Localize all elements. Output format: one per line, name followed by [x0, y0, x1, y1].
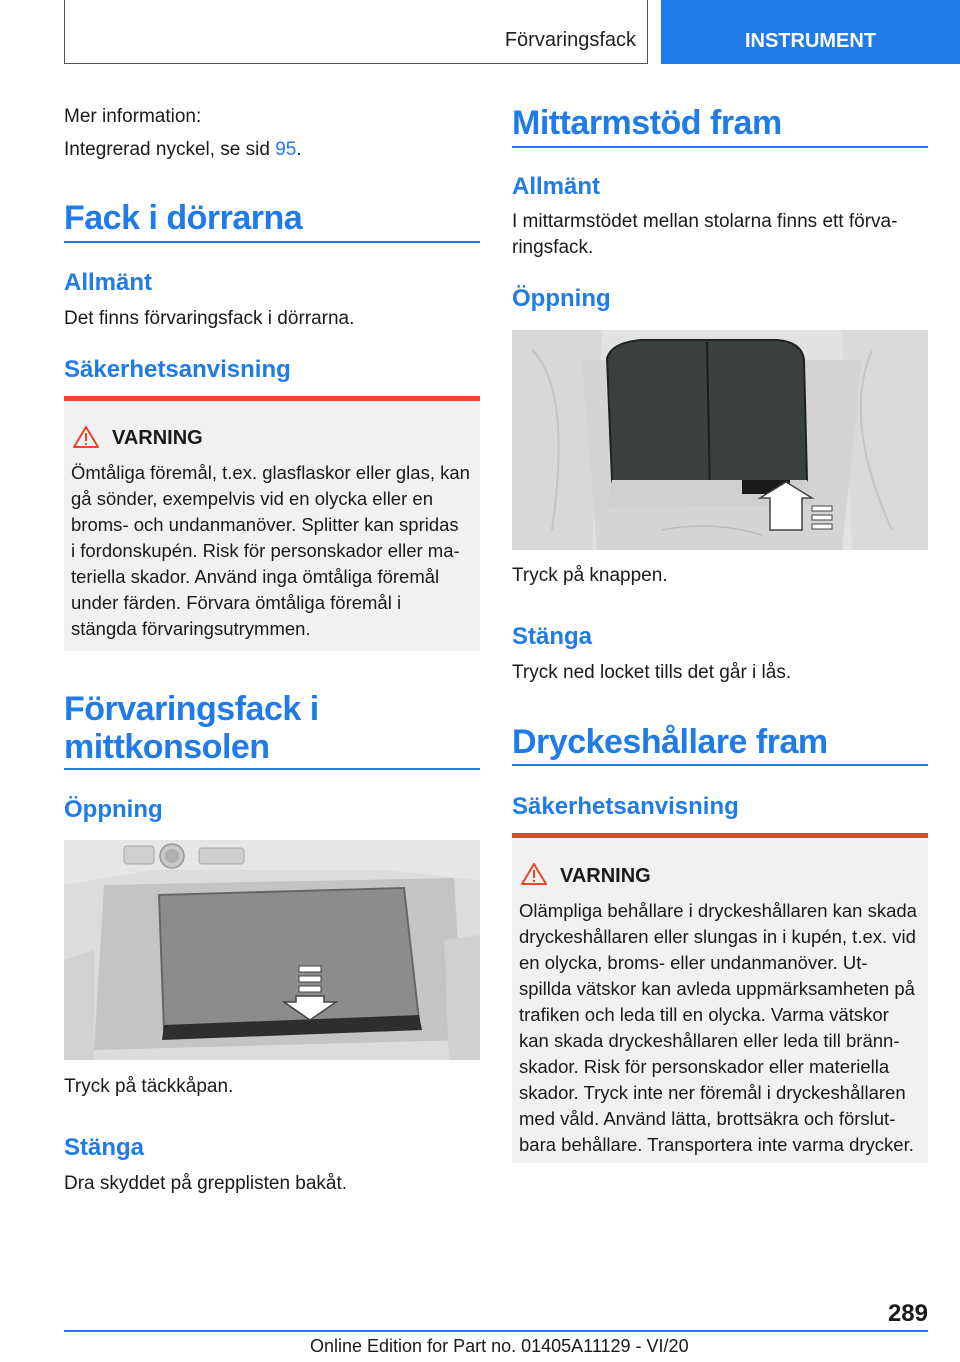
- cupholder-safety-heading: Säkerhetsanvisning: [512, 793, 739, 820]
- warning-title: VARNING: [112, 427, 203, 449]
- warning-line: Olämpliga behållare i dryckeshållaren kan skada: [519, 900, 917, 921]
- more-info-text: [64, 137, 302, 163]
- warning-text: [71, 460, 470, 642]
- console-section-title: [64, 690, 319, 766]
- header-section-title: Förvaringsfack: [504, 29, 636, 51]
- header-chapter-tab[interactable]: INSTRUMENT: [661, 0, 960, 64]
- warning-line: teriella skador. Använd inga ömtåliga föremål: [71, 566, 440, 587]
- armrest-section-title: Mittarmstöd fram: [512, 104, 782, 142]
- armrest-open-heading: Öppning: [512, 285, 611, 312]
- armrest-illustration: [512, 330, 928, 550]
- console-close-heading: Stänga: [64, 1134, 145, 1161]
- footer-edition: Online Edition for Part no. 01405A11129 - VI/20: [310, 1336, 689, 1356]
- console-title-line: mittkonsolen: [64, 728, 270, 766]
- warning-line: stängda förvaringsutrymmen.: [71, 618, 311, 639]
- more-info-prefix: Integrerad nyckel, se sid: [64, 139, 276, 160]
- armrest-general-heading: Allmänt: [512, 173, 601, 200]
- page-number: 289: [887, 1300, 928, 1327]
- console-open-heading: Öppning: [64, 796, 163, 823]
- armrest-photo: [512, 330, 928, 550]
- warning-line: gå sönder, exempelvis vid en olycka eller en: [71, 488, 433, 509]
- door-general-heading: Allmänt: [64, 269, 153, 296]
- warning-triangle-icon: [521, 863, 547, 885]
- warning-line: trafiken och leda till en olycka. Varma vätskor: [519, 1004, 889, 1025]
- cupholder-section-title: Dryckeshållare fram: [512, 723, 828, 761]
- more-info-period: .: [296, 139, 302, 160]
- door-section-title: Fack i dörrarna: [64, 199, 303, 237]
- page-link[interactable]: 95: [275, 139, 297, 160]
- warning-line: skador. Tryck inte ner föremål i dryckeshållaren: [519, 1082, 906, 1103]
- console-illustration: [64, 840, 480, 1060]
- door-title-rule: [64, 241, 480, 243]
- door-warning-box: [64, 396, 480, 651]
- warning-line: spillda vätskor kan avleda uppmärksamheten på: [519, 978, 915, 999]
- console-title-line: Förvaringsfack i: [64, 690, 319, 728]
- console-photo: [64, 840, 480, 1060]
- warning-line: Ömtåliga föremål, t.ex. glasflaskor eller glas, kan: [71, 462, 470, 483]
- warning-line: skador. Risk för personskador eller materiella: [519, 1056, 890, 1077]
- warning-line: kan skada dryckeshållaren eller leda till bränn-: [519, 1030, 900, 1051]
- warning-line: under färden. Förvara ömtåliga föremål i: [71, 592, 402, 613]
- warning-line: en olycka, broms- eller undanmanöver. Ut-: [519, 952, 868, 973]
- cupholder-title-rule: [512, 764, 928, 766]
- door-general-text: Det finns förvaringsfack i dörrarna.: [64, 308, 355, 329]
- armrest-close-text: Tryck ned locket tills det går i lås.: [512, 662, 792, 683]
- warning-line: i fordonskupén. Risk för personskador eller ma-: [71, 540, 460, 561]
- warning-line: med våld. Använd lätta, brottsäkra och förslut-: [519, 1108, 896, 1129]
- console-close-text: Dra skyddet på grepplisten bakåt.: [64, 1173, 348, 1194]
- warning-line: dryckeshållaren eller slungas in i kupén, t.ex. vid: [519, 926, 916, 947]
- armrest-close-heading: Stänga: [512, 623, 593, 650]
- footer-rule: [64, 1330, 928, 1332]
- cupholder-warning-box: [512, 833, 928, 1163]
- warning-line: bara behållare. Transportera inte varma drycker.: [519, 1134, 914, 1155]
- door-safety-heading: Säkerhetsanvisning: [64, 356, 291, 383]
- warning-text: [519, 898, 917, 1158]
- armrest-general-text: [512, 209, 897, 261]
- armrest-title-rule: [512, 146, 928, 148]
- console-title-rule: [64, 768, 480, 770]
- warning-title: VARNING: [560, 865, 651, 887]
- console-open-caption: Tryck på täckkåpan.: [64, 1076, 234, 1097]
- warning-line: broms- och undanmanöver. Splitter kan spridas: [71, 514, 459, 535]
- armrest-general-line: I mittarmstödet mellan stolarna finns ett förva-: [512, 211, 898, 232]
- armrest-open-caption: Tryck på knappen.: [512, 565, 668, 586]
- more-info-label: Mer information:: [64, 106, 202, 127]
- warning-triangle-icon: [73, 426, 99, 448]
- armrest-general-line: ringsfack.: [512, 237, 594, 258]
